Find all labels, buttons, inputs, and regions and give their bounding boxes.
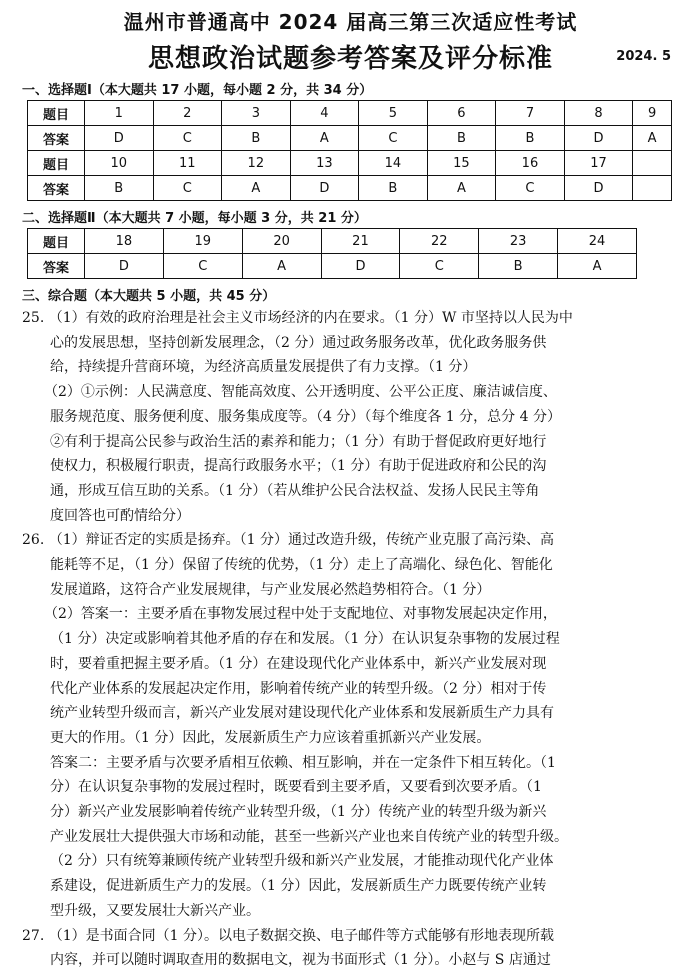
answer-cell: C	[153, 176, 222, 201]
text-line: 给，持续提升营商环境，为经济高质量发展提供了有力支撑。（1 分）	[50, 359, 477, 376]
answer-cell: D	[564, 176, 633, 201]
table-row	[28, 151, 672, 176]
text-line: ②有利于提高公民参与政治生活的素养和能力；（1 分）有助于督促政府更好地行	[50, 433, 547, 450]
section2-answer-table	[27, 228, 637, 279]
question-number: 21	[321, 229, 400, 254]
answer-cell: D	[564, 126, 633, 151]
text-line: 时，要着重把握主要矛盾。（1 分）在建设现代化产业体系中，新兴产业发展对现	[50, 655, 547, 672]
question-number: 3	[222, 101, 291, 126]
section1-heading: 一、选择题Ⅰ（本大题共 17 小题，每小题 2 分，共 34 分）	[22, 83, 373, 98]
table-row	[28, 254, 637, 279]
section1-answer-table	[27, 100, 672, 201]
question-number: 16	[496, 151, 565, 176]
question-number: 12	[222, 151, 291, 176]
answer-cell: A	[222, 176, 291, 201]
question-number: 20	[242, 229, 321, 254]
text-line: 能耗等不足，（1 分）保留了传统的优势，（1 分）走上了高端化、绿色化、智能化	[50, 557, 553, 574]
answer-cell: B	[427, 126, 496, 151]
section2-heading: 二、选择题Ⅱ（本大题共 7 小题，每小题 3 分，共 21 分）	[22, 211, 367, 226]
question-number: 8	[564, 101, 633, 126]
answer-cell: D	[321, 254, 400, 279]
exam-title: 温州市普通高中 2024 届高三第三次适应性考试	[123, 10, 578, 34]
answer-cell: A	[242, 254, 321, 279]
text-line: 分）新兴产业发展影响着传统产业转型升级，（1 分）传统产业的转型升级为新兴	[50, 804, 547, 821]
text-line: （1 分）决定或影响着其他矛盾的存在和发展。（1 分）在认识复杂事物的发展过程	[50, 631, 560, 648]
text-line: 系建设，促进新质生产力的发展。（1 分）因此，发展新质生产力既要传统产业转	[50, 878, 547, 895]
answer-cell: D	[85, 126, 154, 151]
answer-cell: A	[427, 176, 496, 201]
question-number: 5	[359, 101, 428, 126]
row-label: 题目	[28, 229, 85, 254]
text-line: 心的发展思想，坚持创新发展理念，（2 分）通过政务服务改革，优化政务服务供	[50, 334, 547, 351]
text-line: 内容，并可以随时调取查用的数据电文，视为书面形式（1 分）。小赵与 S 店通过	[50, 952, 551, 969]
question-number: 10	[85, 151, 154, 176]
text-line: 分）在认识复杂事物的发展过程时，既要看到主要矛盾，又要看到次要矛盾。（1	[50, 779, 542, 796]
text-line: （2）答案一：主要矛盾在事物发展过程中处于支配地位、对事物发展起决定作用，	[44, 606, 557, 623]
table-row	[28, 176, 672, 201]
row-label: 题目	[28, 151, 85, 176]
answer-cell: B	[85, 176, 154, 201]
answer-cell: D	[290, 176, 359, 201]
text-line: 通，形成互信互助的关系。（1 分）（若从维护公民合法权益、发扬人民民主等角	[50, 482, 540, 499]
question-number: 7	[496, 101, 565, 126]
text-line: 25. （1）有效的政府治理是社会主义市场经济的内在要求。（1 分）W 市坚持以人民为中	[22, 310, 573, 326]
answer-cell: C	[359, 126, 428, 151]
row-label: 答案	[28, 176, 85, 201]
answer-cell: B	[359, 176, 428, 201]
question-number: 9	[633, 101, 672, 126]
answer-cell: A	[290, 126, 359, 151]
question-number: 6	[427, 101, 496, 126]
question-number: 11	[153, 151, 222, 176]
text-line: 使权力，积极履行职责，提高行政服务水平；（1 分）有助于促进政府和公民的沟	[50, 458, 547, 475]
question-number: 15	[427, 151, 496, 176]
question-number: 1	[85, 101, 154, 126]
text-line: 型升级，又要发展壮大新兴产业。	[50, 902, 260, 919]
text-line: 27. （1）是书面合同（1 分）。以电子数据交换、电子邮件等方式能够有形地表现所载	[22, 927, 554, 944]
text-line: 代化产业体系的发展起决定作用，影响着传统产业的转型升级。（2 分）相对于传	[50, 680, 547, 697]
question-number: 2	[153, 101, 222, 126]
answer-cell: C	[153, 126, 222, 151]
table-row	[28, 229, 637, 254]
empty-cell	[633, 151, 672, 176]
question-number: 14	[359, 151, 428, 176]
section3-heading: 三、综合题（本大题共 5 小题，共 45 分）	[22, 289, 276, 304]
question-number: 17	[564, 151, 633, 176]
question-number: 22	[400, 229, 479, 254]
document-date: 2024. 5	[616, 49, 671, 64]
text-line: （2 分）只有统筹兼顾传统产业转型升级和新兴产业发展，才能推动现代化产业体	[50, 853, 554, 870]
question-number: 24	[558, 229, 637, 254]
empty-cell	[633, 176, 672, 201]
row-label: 答案	[28, 126, 85, 151]
answer-cell: D	[85, 254, 164, 279]
question-number: 13	[290, 151, 359, 176]
table-row	[28, 101, 672, 126]
text-line: 发展道路，这符合产业发展规律，与产业发展必然趋势相符合。（1 分）	[50, 581, 491, 598]
answer-cell: B	[479, 254, 558, 279]
row-label: 答案	[28, 254, 85, 279]
document-title: 思想政治试题参考答案及评分标准	[147, 44, 553, 74]
question-number: 4	[290, 101, 359, 126]
question-number: 23	[479, 229, 558, 254]
text-line: （2）①示例：人民满意度、智能高效度、公开透明度、公平公正度、廉洁诚信度、	[44, 384, 557, 401]
answer-cell: C	[496, 176, 565, 201]
text-line: 更大的作用。（1 分）因此，发展新质生产力应该着重抓新兴产业发展。	[50, 729, 491, 746]
row-label: 题目	[28, 101, 85, 126]
question-number: 18	[85, 229, 164, 254]
text-line: 度回答也可酌情给分）	[50, 507, 190, 524]
text-line: 服务规范度、服务便利度、服务集成度等。（4 分）（每个维度各 1 分，总分 4 分）	[50, 408, 561, 425]
answer-cell: A	[633, 126, 672, 151]
text-line: 统产业转型升级而言，新兴产业发展对建设现代化产业体系和发展新质生产力具有	[50, 705, 554, 722]
subtitle-row	[22, 35, 679, 75]
text-line: 产业发展壮大提供强大市场和动能，甚至一些新兴产业也来自传统产业的转型升级。	[50, 828, 568, 845]
text-line: 答案二：主要矛盾与次要矛盾相互依赖、相互影响，并在一定条件下相互转化。（1	[50, 754, 556, 771]
answer-cell: C	[400, 254, 479, 279]
answer-cell: C	[163, 254, 242, 279]
answer-cell: B	[222, 126, 291, 151]
answer-cell: A	[558, 254, 637, 279]
table-row	[28, 126, 672, 151]
answer-cell: B	[496, 126, 565, 151]
question-number: 19	[163, 229, 242, 254]
text-line: 26. （1）辩证否定的实质是扬弃。（1 分）通过改造升级，传统产业克服了高污染、高	[22, 532, 554, 549]
section3-body	[22, 306, 679, 973]
